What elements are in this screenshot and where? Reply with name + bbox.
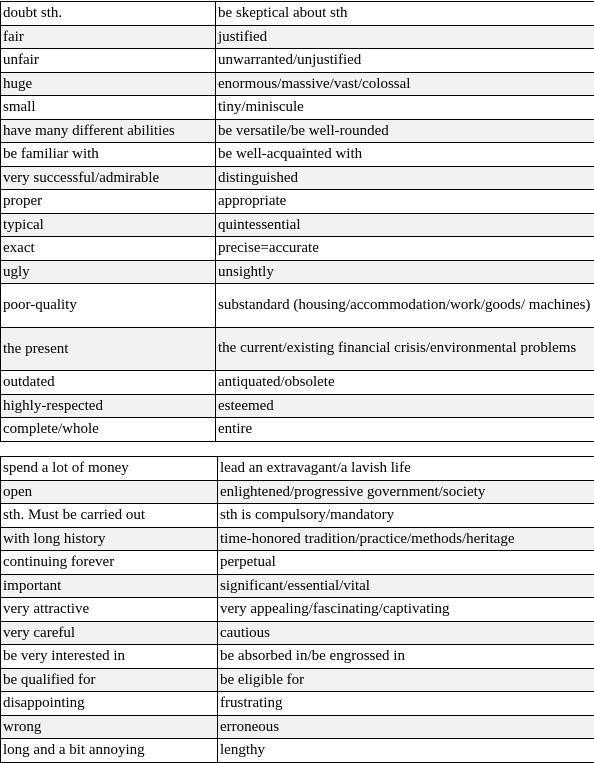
alternative-cell: the current/existing financial crisis/environmental problems: [216, 327, 594, 371]
plain-term-cell: continuing forever: [1, 551, 218, 575]
plain-term-cell: outdated: [1, 371, 216, 395]
table-row: [1, 119, 594, 143]
alternative-cell: lead an extravagant/a lavish life: [218, 457, 594, 481]
alternative-cell: appropriate: [216, 190, 594, 214]
plain-term-cell: typical: [1, 213, 216, 237]
alternative-cell: distinguished: [216, 166, 594, 190]
plain-term-cell: open: [1, 480, 218, 504]
table-row: [1, 166, 594, 190]
alternative-cell: unwarranted/unjustified: [216, 49, 594, 73]
alternative-cell: precise=accurate: [216, 237, 594, 261]
plain-term-cell: complete/whole: [1, 418, 216, 442]
plain-term-cell: small: [1, 96, 216, 120]
alternative-cell: tiny/miniscule: [216, 96, 594, 120]
table-row: [1, 260, 594, 284]
plain-term-cell: exact: [1, 237, 216, 261]
alternative-cell: enlightened/progressive government/society: [218, 480, 594, 504]
alternative-cell: significant/essential/vital: [218, 574, 594, 598]
alternative-cell: erroneous: [218, 715, 594, 739]
plain-term-cell: poor-quality: [1, 284, 216, 328]
plain-term-cell: important: [1, 574, 218, 598]
plain-term-cell: ugly: [1, 260, 216, 284]
table-row: [1, 527, 594, 551]
vocabulary-table-2: [0, 456, 594, 763]
alternative-cell: unsightly: [216, 260, 594, 284]
table-row: [1, 96, 594, 120]
table-row: [1, 237, 594, 261]
table-row: [1, 190, 594, 214]
plain-term-cell: the present: [1, 327, 216, 371]
alternative-cell: antiquated/obsolete: [216, 371, 594, 395]
plain-term-cell: spend a lot of money: [1, 457, 218, 481]
plain-term-cell: long and a bit annoying: [1, 739, 218, 763]
alternative-cell: lengthy: [218, 739, 594, 763]
table-row: [1, 371, 594, 395]
plain-term-cell: be familiar with: [1, 143, 216, 167]
table-row: [1, 327, 594, 371]
alternative-cell: enormous/massive/vast/colossal: [216, 72, 594, 96]
alternative-cell: be well-acquainted with: [216, 143, 594, 167]
vocabulary-table-1: [0, 1, 594, 442]
table-row: [1, 418, 594, 442]
alternative-cell: perpetual: [218, 551, 594, 575]
alternative-cell: very appealing/fascinating/captivating: [218, 598, 594, 622]
table-row: [1, 692, 594, 716]
table-row: [1, 621, 594, 645]
table-row: [1, 668, 594, 692]
plain-term-cell: have many different abilities: [1, 119, 216, 143]
table-row: [1, 72, 594, 96]
plain-term-cell: highly-respected: [1, 394, 216, 418]
plain-term-cell: be very interested in: [1, 645, 218, 669]
alternative-cell: be skeptical about sth: [216, 2, 594, 26]
plain-term-cell: wrong: [1, 715, 218, 739]
alternative-cell: be absorbed in/be engrossed in: [218, 645, 594, 669]
table-row: [1, 457, 594, 481]
table-row: [1, 739, 594, 763]
table-row: [1, 480, 594, 504]
alternative-cell: entire: [216, 418, 594, 442]
table-row: [1, 574, 594, 598]
plain-term-cell: sth. Must be carried out: [1, 504, 218, 528]
alternative-cell: quintessential: [216, 213, 594, 237]
plain-term-cell: very careful: [1, 621, 218, 645]
plain-term-cell: proper: [1, 190, 216, 214]
alternative-cell: time-honored tradition/practice/methods/heritage: [218, 527, 594, 551]
plain-term-cell: very attractive: [1, 598, 218, 622]
plain-term-cell: unfair: [1, 49, 216, 73]
plain-term-cell: be qualified for: [1, 668, 218, 692]
table-row: [1, 25, 594, 49]
plain-term-cell: with long history: [1, 527, 218, 551]
table-row: [1, 394, 594, 418]
table-row: [1, 715, 594, 739]
alternative-cell: frustrating: [218, 692, 594, 716]
alternative-cell: sth is compulsory/mandatory: [218, 504, 594, 528]
table-row: [1, 504, 594, 528]
table-row: [1, 2, 594, 26]
table-row: [1, 645, 594, 669]
alternative-cell: justified: [216, 25, 594, 49]
plain-term-cell: fair: [1, 25, 216, 49]
table-row: [1, 49, 594, 73]
table-row: [1, 143, 594, 167]
alternative-cell: cautious: [218, 621, 594, 645]
plain-term-cell: doubt sth.: [1, 2, 216, 26]
table-row: [1, 213, 594, 237]
table-row: [1, 284, 594, 328]
alternative-cell: be versatile/be well-rounded: [216, 119, 594, 143]
table-row: [1, 598, 594, 622]
alternative-cell: be eligible for: [218, 668, 594, 692]
alternative-cell: substandard (housing/accommodation/work/goods/ machines): [216, 284, 594, 328]
plain-term-cell: huge: [1, 72, 216, 96]
alternative-cell: esteemed: [216, 394, 594, 418]
plain-term-cell: very successful/admirable: [1, 166, 216, 190]
plain-term-cell: disappointing: [1, 692, 218, 716]
table-row: [1, 551, 594, 575]
